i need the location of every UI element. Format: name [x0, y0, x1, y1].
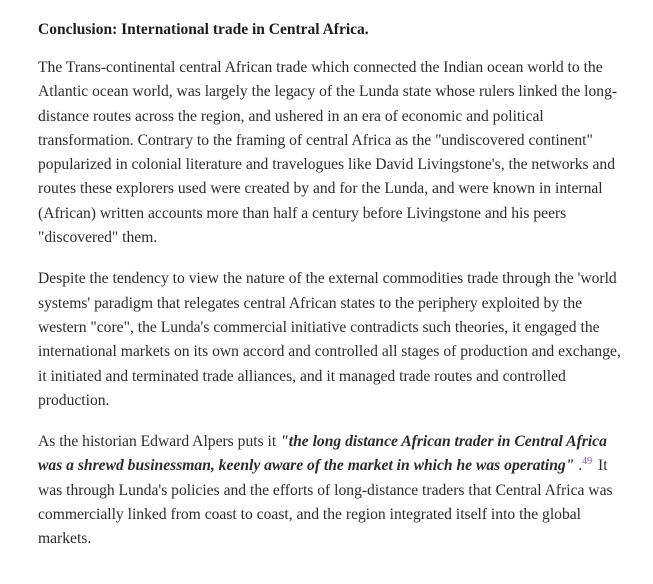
- paragraph-3-tail: It was through Lunda's policies and the efforts of long-distance traders that Central Africa was commercially linked from coast to coast, and the region integrated itself into the global markets.: [38, 457, 613, 548]
- alpers-quote: "the long distance African trader in Central Africa was a shrewd businessman, keenly aware of the market in which he was operating": [38, 433, 607, 475]
- paragraph-3: [38, 430, 625, 551]
- quote-period: .: [574, 457, 583, 475]
- paragraph-2: Despite the tendency to view the nature of the external commodities trade through the 'world systems' paradigm that relegates central African states to the periphery exploited by the western "core", the Lunda's commercial initiative contradicts such theories, it engaged the international markets on its own accord and controlled all stages of production and exchange, it initiated and terminated trade alliances, and it managed trade routes and controlled production.: [38, 270, 621, 409]
- paragraph-3-lead: As the historian Edward Alpers puts it: [38, 433, 281, 451]
- footnote-link[interactable]: 49: [582, 456, 593, 468]
- section-heading: Conclusion: International trade in Central Africa.: [38, 21, 369, 38]
- paragraph-1: The Trans-continental central African trade which connected the Indian ocean world to the Atlantic ocean world, was largely the legacy of the Lunda state whose rulers linked the long-distance routes across the region, and ushered in an era of economic and political transformation. Contrary to the framing of central Africa as the "undiscovered continent" popularized in colonial literature and travelogues like David Livingstone's, the networks and routes these explorers used were created by and for the Lunda, and were known in internal (African) written accounts more than half a century before Livingstone and his peers "discovered" them.: [38, 59, 618, 247]
